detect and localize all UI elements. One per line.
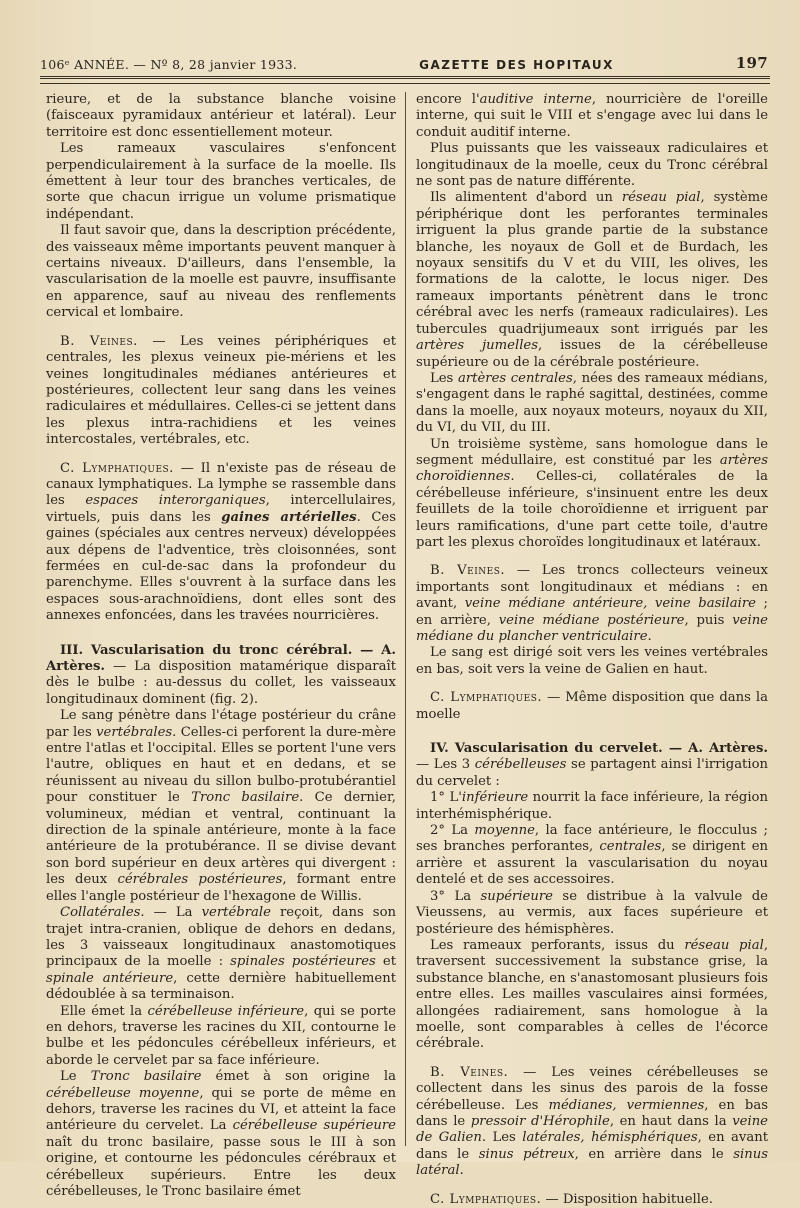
italic-term: cérébelleuse moyenne bbox=[46, 1085, 200, 1101]
italic-term: cérébrales postérieures bbox=[117, 872, 283, 888]
paragraph-cervelet bbox=[416, 741, 768, 790]
italic-term: artères choroïdiennes bbox=[416, 452, 768, 485]
paragraph-text: — Les 3 bbox=[416, 757, 475, 773]
paragraph-text: , système périphérique dont les perforantes terminales irriguent la plus grande partie de la substance blanche, les noyaux de Goll et de Burdach, les noyaux sensitifs du V et du VIII, les olives, les formations de la calotte, le locus niger. Des rameaux importants pénètrent dans le tronc cérébral avec les nerfs (rameaux radiculaires). Les tubercules quadrijumeaux sont irrigués par les bbox=[416, 190, 768, 337]
paragraph-text: 1° L' bbox=[430, 790, 462, 806]
paragraph-text: , en bas dans le bbox=[416, 1097, 768, 1129]
paragraph-text: encore l' bbox=[416, 92, 480, 107]
italic-term: artères jumelles bbox=[416, 338, 538, 354]
paragraph-text: reçoit, dans son trajet intra-cranien, oblique de dehors en dedans, les 3 vaisseaux longitudinaux anastomotiques principaux de la moelle : bbox=[46, 905, 397, 970]
paragraph: Il faut savoir que, dans la description précédente, des vaisseaux même importants peuvent manquer à certains niveaux. D'ailleurs, dans l'ensemble, la vascularisation de la moelle est pauvre, insuffisante en apparence, sauf au niveau des renflements cervical et lombaire. bbox=[46, 223, 396, 321]
paragraph bbox=[416, 371, 768, 437]
header-rule bbox=[40, 76, 770, 79]
italic-term: vertébrales bbox=[96, 724, 173, 740]
paragraph-veines bbox=[416, 1065, 768, 1180]
paragraph bbox=[416, 437, 768, 552]
paragraph-text: naît du tronc basilaire, passe sous le III à son origine, et contourne les pédoncules cérébraux et cérébelleux supérieurs. Entre les deux cérébelleuses, le Tronc basilaire émet bbox=[46, 1134, 396, 1199]
paragraph-text: , se dirigent en arrière et assurent la vascularisation du noyau dentelé et de ses accessoires. bbox=[416, 839, 768, 888]
italic-term: sinus pétreux bbox=[478, 1146, 575, 1162]
paragraph-text: . bbox=[647, 629, 652, 644]
section-subhead: B. Veines. bbox=[430, 1064, 509, 1080]
paragraph bbox=[416, 938, 768, 1053]
italic-term: spinale antérieure bbox=[46, 970, 174, 986]
paragraph-text: , qui se porte de même en dehors, traverse les racines du VI, et atteint la face antérieure du cervelet. La bbox=[46, 1085, 396, 1134]
italic-term: supérieure bbox=[480, 888, 553, 904]
list-item bbox=[416, 889, 768, 938]
header-rule-thin bbox=[40, 83, 770, 84]
italic-term: sinus latéral bbox=[416, 1146, 768, 1179]
italic-term: artères centrales bbox=[458, 370, 573, 386]
paragraph-text: se partagent ainsi l'irrigation du cervelet : bbox=[416, 757, 769, 789]
paragraph-text: , cette dernière habituellement dédoublée à sa terminaison. bbox=[46, 970, 396, 1003]
paragraph-text: se distribue à la valvule de Vieussens, au vermis, aux faces supérieure et postérieure des hémisphères. bbox=[416, 888, 768, 937]
italic-term: cérébelleuses bbox=[474, 757, 567, 773]
paragraph-text: , formant entre elles l'angle postérieur de l'hexagone de Willis. bbox=[46, 872, 396, 904]
paragraph-text: , en avant dans le bbox=[416, 1130, 768, 1162]
italic-term: veine de Galien bbox=[416, 1113, 768, 1146]
italic-term: Tronc basilaire bbox=[90, 1069, 202, 1085]
paragraph-text: . Ces gaines (spéciales aux centres nerveux) développées aux dépens de l'adventice, très cloisonnées, sont fermées en cul-de-sac dans la profondeur du parenchyme. Elles s'ouvrent à la surface dans les espaces sous-arachnoïdiens, dont elles sont des annexes enfoncées, dans les travées nourricières. bbox=[46, 509, 396, 624]
paragraph bbox=[416, 92, 768, 141]
column-separator bbox=[405, 92, 406, 1146]
paragraph-text: . Ce dernier, volumineux, médian et ventral, continuant la direction de la spinale antérieure, monte à la face antérieure de la protubérance. Il se divise devant son bord supérieur en deux artères qui divergent : les deux bbox=[46, 790, 396, 888]
italic-term: auditive interne bbox=[479, 92, 592, 107]
paragraph-text: nourrit la face inférieure, la région interhémisphérique. bbox=[416, 790, 768, 822]
paragraph-text: Un troisième système, sans homologue dans le segment médullaire, est constitué par les bbox=[416, 436, 768, 468]
paragraph-text: Ils alimentent d'abord un bbox=[430, 190, 622, 206]
paragraph bbox=[46, 905, 396, 1003]
paragraph-text: , intercellulaires, virtuels, puis dans les bbox=[46, 493, 396, 525]
italic-term: réseau pial bbox=[684, 937, 764, 953]
section-subhead: C. Lymphatiques. bbox=[430, 690, 543, 706]
page-header bbox=[40, 38, 768, 72]
paragraph bbox=[46, 708, 396, 905]
italic-term: Tronc basilaire bbox=[191, 790, 300, 806]
paragraph-text: . bbox=[459, 1163, 464, 1179]
italic-term: vertébrale bbox=[201, 905, 271, 921]
italic-term: veine médiane postérieure bbox=[498, 612, 685, 628]
paragraph-text: — Disposition habituelle. bbox=[541, 1191, 713, 1207]
paragraph-text: Le bbox=[60, 1069, 91, 1085]
italic-term: espaces interorganiques bbox=[85, 493, 266, 509]
paragraph bbox=[416, 190, 768, 370]
left-column bbox=[46, 92, 397, 1199]
paragraph-lymphatiques bbox=[46, 461, 396, 625]
paragraph-text: — Les veines périphériques et centrales, les plexus veineux pie-mériens et les veines longitudinales médianes antérieures et postérieures, collectent leur sang dans les veines radiculaires et médullaires. Celles-ci se jettent dans les plexus intra-rachidiens et les veines intercostales, vertébrales, etc. bbox=[46, 333, 396, 448]
section-subhead: C. Lymphatiques. bbox=[60, 460, 174, 476]
italic-term: gaines artérielles bbox=[221, 509, 357, 525]
paragraph-text: — La disposition matamérique disparaît dès le bulbe : au-dessus du collet, les vaisseaux longitudinaux dominent (fig. 2). bbox=[46, 659, 396, 707]
issue-info: 106ᵉ ANNÉE. — Nº 8, 28 janvier 1933. bbox=[40, 57, 298, 72]
paragraph-text: , en arrière dans le bbox=[574, 1146, 734, 1162]
paragraph-text: 2° La bbox=[430, 823, 475, 839]
paragraph: Plus puissants que les vaisseaux radiculaires et longitudinaux de la moelle, ceux du Tronc cérébral ne sont pas de nature différente. bbox=[416, 141, 768, 190]
right-column bbox=[416, 92, 769, 1207]
italic-term: moyenne bbox=[474, 823, 535, 839]
journal-title: GAZETTE DES HOPITAUX bbox=[419, 58, 614, 72]
paragraph-text: — Il n'existe pas de réseau de canaux lymphatiques. La lymphe se rassemble dans les bbox=[46, 460, 396, 509]
list-item bbox=[416, 823, 768, 889]
paragraph-text: , en haut dans la bbox=[609, 1113, 733, 1129]
italic-term: cérébelleuse inférieure bbox=[147, 1003, 305, 1019]
paragraph-text: 3° La bbox=[430, 888, 481, 904]
paragraph-text: , puis bbox=[684, 612, 733, 628]
italic-term: Collatérales. bbox=[60, 905, 145, 921]
paragraph-text: . Celles-ci perforent la dure-mère entre l'atlas et l'occipital. Elles se portent l'une vers l'autre, obliques en haut et en dedans, et se réunissent au niveau du sillon bulbo-protubérantiel pour constituer le bbox=[46, 724, 396, 806]
section-heading: IV. Vascularisation du cervelet. — A. Artères. bbox=[430, 741, 768, 757]
paragraph-text: — Les troncs collecteurs veineux importants sont longitudinaux et médians : en avant, bbox=[416, 563, 768, 612]
paragraph: Le sang est dirigé soit vers les veines vertébrales en bas, soit vers la veine de Galien en haut. bbox=[416, 645, 768, 677]
section-heading: III. Vascularisation du tronc cérébral. — A. Artères. bbox=[46, 642, 396, 674]
paragraph-text: , nées des rameaux médians, s'engagent dans le raphé sagittal, destinées, comme dans la moelle, aux noyaux moteurs, noyaux du XII, du VI, du VII, du III. bbox=[416, 370, 768, 436]
section-subhead: B. Veines. bbox=[430, 563, 506, 579]
italic-term: pressoir d'Hérophile bbox=[470, 1113, 610, 1129]
italic-term: inférieure bbox=[461, 790, 529, 806]
italic-term: cérébelleuse supérieure bbox=[232, 1118, 396, 1134]
italic-term: médianes, vermiennes bbox=[548, 1097, 705, 1113]
paragraph-text: Elle émet la bbox=[60, 1003, 148, 1019]
paragraph-text: Le sang pénètre dans l'étage postérieur du crâne par les bbox=[46, 708, 396, 740]
list-item bbox=[416, 790, 768, 823]
paragraph-text: — La bbox=[144, 905, 202, 921]
paragraph bbox=[46, 1004, 396, 1070]
paragraph-lymphatiques bbox=[416, 690, 768, 723]
page-number: 197 bbox=[735, 54, 768, 72]
italic-term: veine médiane antérieure, veine basilaire bbox=[464, 596, 756, 612]
section-subhead: C. Lymphatiques. bbox=[430, 1191, 542, 1207]
paragraph: Les rameaux vasculaires s'enfoncent perpendiculairement à la surface de la moelle. Ils émettent à leur tour des branches verticales, de sorte que chacun irrigue un volume prismatique indépendant. bbox=[46, 141, 396, 222]
italic-term: spinales postérieures bbox=[230, 954, 376, 970]
paragraph-text: . Celles-ci, collatérales de la cérébelleuse inférieure, s'insinuent entre les deux feuillets de la toile choroïdienne et irriguent par leurs ramifications, d'une part cette toile, d'autre part les plexus choroïdes longitudinaux et latéraux. bbox=[416, 469, 768, 550]
italic-term: réseau pial bbox=[621, 190, 701, 206]
paragraph-text: , issues de la cérébelleuse supérieure ou de la cérébrale postérieure. bbox=[416, 338, 768, 370]
italic-term: centrales bbox=[599, 839, 662, 855]
paragraph-text: , qui se porte en dehors, traverse les racines du XII, contourne le bulbe et les pédoncules cérébelleux inférieurs, et aborde le cervelet par sa face inférieure. bbox=[46, 1003, 396, 1068]
paragraph-text: et bbox=[375, 954, 397, 970]
paragraph-veines bbox=[46, 334, 396, 449]
paragraph-text: — Même disposition que dans la moelle bbox=[416, 690, 768, 722]
paragraph-text: — Les veines cérébelleuses se collectent dans les sinus des parois de la fosse cérébelleuse. Les bbox=[416, 1064, 769, 1113]
paragraph-text: émet à son origine la bbox=[201, 1069, 396, 1085]
paragraph-lymphatiques bbox=[416, 1192, 768, 1208]
italic-term: veine médiane du plancher ventriculaire bbox=[416, 612, 768, 644]
paragraph-text: Les rameaux perforants, issus du bbox=[430, 937, 685, 953]
paragraph-text: Les bbox=[430, 370, 458, 386]
paragraph-text: ; en arrière, bbox=[416, 596, 768, 628]
paragraph-text: , la face antérieure, le flocculus ; ses branches perforantes, bbox=[416, 823, 768, 855]
paragraph-text: , traversent successivement la substance grise, la substance blanche, en s'anastomosant plusieurs fois entre elles. Les mailles vasculaires ainsi formées, allongées radiairement, sans homologue à la moelle, sont comparables à celles de l'écorce cérébrale. bbox=[416, 937, 769, 1052]
paragraph-text: , nourricière de l'oreille interne, qui suit le VIII et s'engage avec lui dans le conduit auditif interne. bbox=[416, 92, 768, 140]
paragraph bbox=[46, 1069, 396, 1200]
paragraph-tronc-cerebral bbox=[46, 643, 396, 709]
paragraph: rieure, et de la substance blanche voisine (faisceaux pyramidaux antérieur et latéral). Leur territoire est donc essentiellement moteur. bbox=[46, 92, 396, 140]
section-subhead: B. Veines. bbox=[60, 333, 138, 349]
italic-term: latérales, hémisphériques bbox=[522, 1130, 698, 1146]
paragraph-veines bbox=[416, 563, 768, 645]
paragraph-text: . Les bbox=[481, 1130, 523, 1146]
